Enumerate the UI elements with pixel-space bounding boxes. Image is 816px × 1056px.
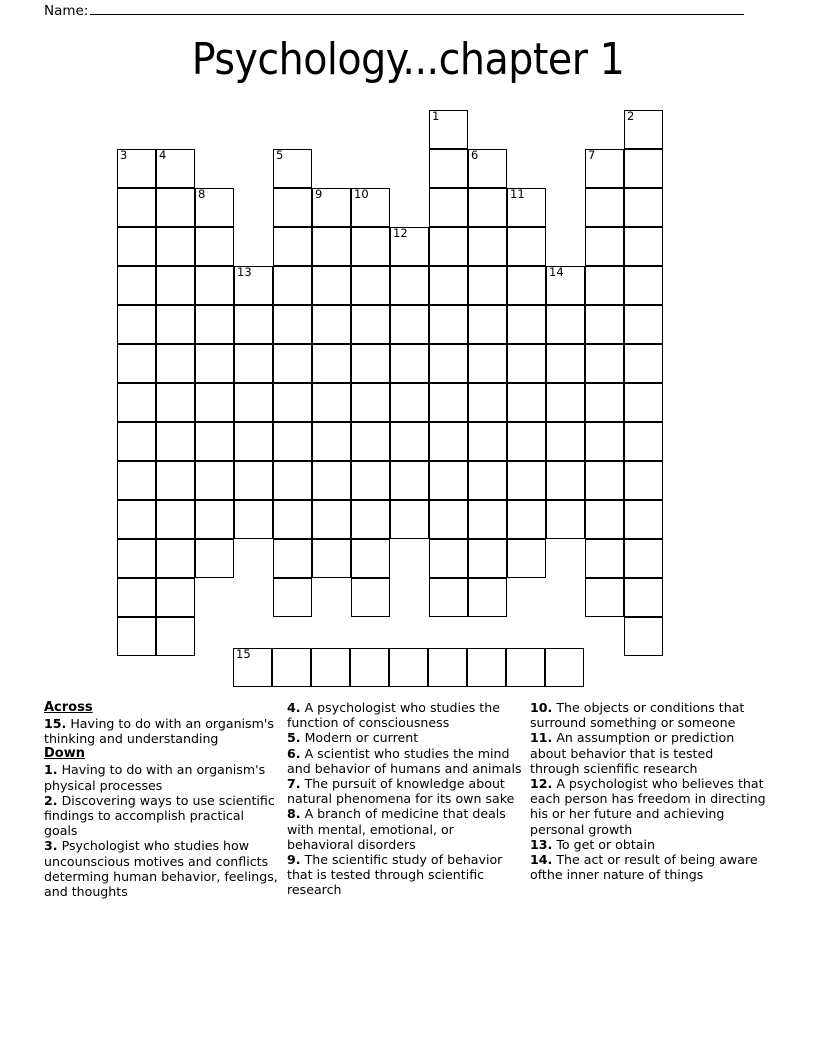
crossword-cell[interactable] bbox=[467, 648, 506, 687]
crossword-cell[interactable] bbox=[156, 500, 195, 539]
crossword-cell[interactable] bbox=[390, 383, 429, 422]
crossword-cell[interactable] bbox=[507, 227, 546, 266]
clue-text: The objects or conditions that surround something or someone bbox=[530, 700, 745, 731]
crossword-cell[interactable] bbox=[350, 648, 389, 687]
crossword-cell[interactable] bbox=[117, 344, 156, 383]
crossword-cell[interactable] bbox=[312, 266, 351, 305]
cell-number: 6 bbox=[471, 148, 479, 162]
crossword-cell[interactable] bbox=[351, 344, 390, 383]
clue-item bbox=[44, 716, 279, 746]
name-row bbox=[44, 2, 744, 19]
clue-number: 8. bbox=[287, 806, 301, 822]
crossword-cell[interactable] bbox=[624, 149, 663, 188]
clue-text: An assumption or prediction about behavior that is tested through scienfific research bbox=[530, 730, 735, 776]
crossword-cell[interactable] bbox=[468, 149, 507, 188]
clue-text: To get or obtain bbox=[552, 836, 655, 852]
crossword-cell[interactable] bbox=[156, 149, 195, 188]
crossword-cell[interactable] bbox=[429, 110, 468, 149]
cell-number: 10 bbox=[354, 187, 369, 201]
crossword-cell[interactable] bbox=[273, 383, 312, 422]
crossword-cell[interactable] bbox=[312, 461, 351, 500]
crossword-cell[interactable] bbox=[429, 305, 468, 344]
crossword-cell[interactable] bbox=[351, 227, 390, 266]
crossword-cell[interactable] bbox=[195, 188, 234, 227]
crossword-cell[interactable] bbox=[546, 461, 585, 500]
crossword-cell[interactable] bbox=[429, 266, 468, 305]
crossword-cell[interactable] bbox=[195, 344, 234, 383]
crossword-cell[interactable] bbox=[311, 648, 350, 687]
crossword-cell[interactable] bbox=[117, 539, 156, 578]
crossword-cell[interactable] bbox=[273, 305, 312, 344]
crossword-cell[interactable] bbox=[156, 344, 195, 383]
crossword-cell[interactable] bbox=[234, 383, 273, 422]
crossword-cell[interactable] bbox=[390, 500, 429, 539]
clue-text: A scientist who studies the mind and behavior of humans and animals bbox=[287, 745, 522, 776]
crossword-cell[interactable] bbox=[312, 227, 351, 266]
crossword-cell[interactable] bbox=[429, 422, 468, 461]
crossword-cell[interactable] bbox=[234, 422, 273, 461]
crossword-cell[interactable] bbox=[273, 422, 312, 461]
crossword-cell[interactable] bbox=[624, 227, 663, 266]
clue-item bbox=[530, 700, 766, 730]
clue-item bbox=[287, 806, 522, 852]
crossword-cell[interactable] bbox=[273, 344, 312, 383]
clue-number: 11. bbox=[530, 730, 553, 746]
crossword-cell[interactable] bbox=[156, 188, 195, 227]
crossword-cell[interactable] bbox=[468, 305, 507, 344]
clue-number: 14. bbox=[530, 852, 553, 868]
crossword-cell[interactable] bbox=[273, 578, 312, 617]
crossword-cell[interactable] bbox=[429, 344, 468, 383]
crossword-cell[interactable] bbox=[351, 266, 390, 305]
crossword-cell[interactable] bbox=[624, 617, 663, 656]
crossword-cell[interactable] bbox=[468, 539, 507, 578]
crossword-cell[interactable] bbox=[507, 383, 546, 422]
cell-number: 7 bbox=[588, 148, 596, 162]
crossword-cell[interactable] bbox=[351, 539, 390, 578]
crossword-cell[interactable] bbox=[624, 305, 663, 344]
clue-text: Having to do with an organism's physical processes bbox=[44, 762, 266, 793]
crossword-cell[interactable] bbox=[117, 188, 156, 227]
clue-item bbox=[287, 852, 522, 898]
crossword-cell[interactable] bbox=[390, 344, 429, 383]
crossword-cell[interactable] bbox=[468, 500, 507, 539]
crossword-cell[interactable] bbox=[390, 266, 429, 305]
clue-item bbox=[287, 730, 522, 745]
crossword-cell[interactable] bbox=[428, 648, 467, 687]
crossword-cell[interactable] bbox=[312, 305, 351, 344]
crossword-cell[interactable] bbox=[351, 578, 390, 617]
clue-number: 9. bbox=[287, 852, 301, 868]
across-heading: Across bbox=[44, 700, 93, 715]
crossword-cell[interactable] bbox=[312, 500, 351, 539]
clue-text: The scientific study of behavior that is tested through scientific research bbox=[287, 852, 503, 898]
crossword-cell[interactable] bbox=[585, 539, 624, 578]
crossword-cell[interactable] bbox=[117, 266, 156, 305]
crossword-cell[interactable] bbox=[546, 422, 585, 461]
cell-number: 12 bbox=[393, 226, 408, 240]
crossword-cell[interactable] bbox=[507, 188, 546, 227]
crossword-cell[interactable] bbox=[546, 344, 585, 383]
crossword-cell[interactable] bbox=[117, 617, 156, 656]
clue-number: 6. bbox=[287, 745, 301, 761]
clue-number: 4. bbox=[287, 700, 301, 715]
crossword-cell[interactable] bbox=[234, 344, 273, 383]
clue-item bbox=[44, 762, 279, 792]
name-write-line[interactable] bbox=[90, 2, 744, 15]
crossword-cell[interactable] bbox=[312, 344, 351, 383]
crossword-cell[interactable] bbox=[117, 227, 156, 266]
crossword-cell[interactable] bbox=[351, 383, 390, 422]
clue-number: 12. bbox=[530, 776, 553, 792]
crossword-cell[interactable] bbox=[272, 648, 311, 687]
crossword-cell[interactable] bbox=[468, 461, 507, 500]
clue-text: Modern or current bbox=[300, 730, 419, 746]
crossword-cell[interactable] bbox=[468, 422, 507, 461]
crossword-cell[interactable] bbox=[546, 383, 585, 422]
clue-text: The pursuit of knowledge about natural phenomena for its own sake bbox=[287, 776, 515, 807]
crossword-cell[interactable] bbox=[195, 383, 234, 422]
crossword-cell[interactable] bbox=[468, 344, 507, 383]
crossword-cell[interactable] bbox=[468, 266, 507, 305]
crossword-cell[interactable] bbox=[233, 648, 272, 687]
cell-number: 2 bbox=[627, 109, 635, 123]
crossword-cell[interactable] bbox=[585, 344, 624, 383]
clue-text: A branch of medicine that deals with mental, emotional, or behavioral disorders bbox=[287, 806, 506, 852]
crossword-cell[interactable] bbox=[507, 266, 546, 305]
cell-number: 15 bbox=[236, 647, 251, 661]
crossword-cell[interactable] bbox=[156, 539, 195, 578]
down-heading: Down bbox=[44, 746, 85, 762]
crossword-cell[interactable] bbox=[312, 539, 351, 578]
crossword-cell[interactable] bbox=[389, 648, 428, 687]
clue-item bbox=[530, 730, 766, 776]
crossword-cell[interactable] bbox=[624, 539, 663, 578]
crossword-cell[interactable] bbox=[195, 539, 234, 578]
crossword-cell[interactable] bbox=[273, 461, 312, 500]
crossword-cell[interactable] bbox=[273, 149, 312, 188]
crossword-cell[interactable] bbox=[351, 305, 390, 344]
crossword-cell[interactable] bbox=[585, 461, 624, 500]
crossword-cell[interactable] bbox=[195, 500, 234, 539]
clue-number: 3. bbox=[44, 838, 58, 854]
crossword-cell[interactable] bbox=[390, 461, 429, 500]
crossword-cell[interactable] bbox=[546, 500, 585, 539]
clue-item bbox=[44, 793, 279, 839]
cell-number: 4 bbox=[159, 148, 167, 162]
crossword-cell[interactable] bbox=[312, 383, 351, 422]
clue-item bbox=[530, 837, 766, 852]
crossword-cell[interactable] bbox=[624, 266, 663, 305]
crossword-cell[interactable] bbox=[429, 188, 468, 227]
crossword-cell[interactable] bbox=[390, 227, 429, 266]
crossword-cell[interactable] bbox=[117, 305, 156, 344]
crossword-cell[interactable] bbox=[351, 422, 390, 461]
crossword-cell[interactable] bbox=[624, 110, 663, 149]
cell-number: 13 bbox=[237, 265, 252, 279]
crossword-cell[interactable] bbox=[234, 500, 273, 539]
crossword-cell[interactable] bbox=[117, 422, 156, 461]
crossword-cell[interactable] bbox=[156, 578, 195, 617]
crossword-cell[interactable] bbox=[468, 578, 507, 617]
crossword-cell[interactable] bbox=[234, 461, 273, 500]
crossword-cell[interactable] bbox=[585, 383, 624, 422]
crossword-cell[interactable] bbox=[624, 344, 663, 383]
crossword-cell[interactable] bbox=[585, 422, 624, 461]
crossword-cell[interactable] bbox=[273, 266, 312, 305]
clue-column-2 bbox=[287, 700, 530, 898]
crossword-cell[interactable] bbox=[312, 188, 351, 227]
clue-number: 10. bbox=[530, 700, 553, 715]
crossword-cell[interactable] bbox=[117, 383, 156, 422]
clue-text: A psychologist who believes that each person has freedom in directing his or her future and achieving personal growth bbox=[530, 776, 766, 837]
clue-number: 5. bbox=[287, 730, 301, 746]
clue-item bbox=[530, 776, 766, 837]
crossword-cell[interactable] bbox=[624, 578, 663, 617]
crossword-cell[interactable] bbox=[351, 461, 390, 500]
clue-text: Having to do with an organism's thinking and understanding bbox=[44, 716, 274, 747]
crossword-cell[interactable] bbox=[156, 383, 195, 422]
crossword-cell[interactable] bbox=[429, 227, 468, 266]
clue-item bbox=[287, 746, 522, 776]
crossword-cell[interactable] bbox=[585, 227, 624, 266]
crossword-cell[interactable] bbox=[585, 149, 624, 188]
crossword-cell[interactable] bbox=[546, 266, 585, 305]
crossword-cell[interactable] bbox=[624, 383, 663, 422]
crossword-cell[interactable] bbox=[468, 227, 507, 266]
crossword-cell[interactable] bbox=[585, 500, 624, 539]
clue-text: The act or result of being aware ofthe inner nature of things bbox=[530, 852, 758, 883]
clue-item bbox=[287, 776, 522, 806]
crossword-cell[interactable] bbox=[195, 305, 234, 344]
crossword-cell[interactable] bbox=[117, 578, 156, 617]
clue-number: 2. bbox=[44, 792, 58, 808]
crossword-cell[interactable] bbox=[195, 461, 234, 500]
crossword-cell[interactable] bbox=[429, 500, 468, 539]
crossword-cell[interactable] bbox=[234, 305, 273, 344]
cell-number: 9 bbox=[315, 187, 323, 201]
crossword-cell[interactable] bbox=[117, 461, 156, 500]
clue-number: 1. bbox=[44, 762, 58, 778]
crossword-cell[interactable] bbox=[429, 578, 468, 617]
crossword-cell[interactable] bbox=[351, 500, 390, 539]
clue-number: 13. bbox=[530, 836, 553, 852]
crossword-cell[interactable] bbox=[156, 422, 195, 461]
crossword-cell[interactable] bbox=[312, 422, 351, 461]
crossword-cell[interactable] bbox=[624, 500, 663, 539]
crossword-cell[interactable] bbox=[273, 227, 312, 266]
crossword-grid[interactable] bbox=[117, 110, 677, 710]
crossword-cell[interactable] bbox=[156, 266, 195, 305]
crossword-cell[interactable] bbox=[273, 539, 312, 578]
crossword-cell[interactable] bbox=[429, 461, 468, 500]
page-title: Psychology...chapter 1 bbox=[191, 34, 625, 85]
name-label: Name: bbox=[44, 3, 89, 19]
crossword-cell[interactable] bbox=[273, 188, 312, 227]
crossword-cell[interactable] bbox=[585, 305, 624, 344]
clue-text: A psychologist who studies the function of consciousness bbox=[287, 700, 500, 731]
crossword-cell[interactable] bbox=[468, 383, 507, 422]
crossword-cell[interactable] bbox=[390, 305, 429, 344]
crossword-cell[interactable] bbox=[585, 578, 624, 617]
crossword-cell[interactable] bbox=[195, 422, 234, 461]
crossword-cell[interactable] bbox=[468, 188, 507, 227]
cell-number: 3 bbox=[120, 148, 128, 162]
crossword-cell[interactable] bbox=[507, 461, 546, 500]
crossword-cell[interactable] bbox=[624, 188, 663, 227]
clue-text: Discovering ways to use scientific findings to accomplish practical goals bbox=[44, 792, 275, 839]
cell-number: 11 bbox=[510, 187, 525, 201]
crossword-cell[interactable] bbox=[507, 500, 546, 539]
crossword-cell[interactable] bbox=[546, 305, 585, 344]
crossword-cell[interactable] bbox=[117, 500, 156, 539]
crossword-cell[interactable] bbox=[507, 422, 546, 461]
crossword-cell[interactable] bbox=[351, 188, 390, 227]
crossword-cell[interactable] bbox=[429, 539, 468, 578]
clue-item bbox=[530, 852, 766, 882]
crossword-cell[interactable] bbox=[585, 188, 624, 227]
crossword-cell[interactable] bbox=[429, 383, 468, 422]
cell-number: 1 bbox=[432, 109, 440, 123]
clue-text: Psychologist who studies how uncounscious motives and conflicts determing human behavior, feelings, and thoughts bbox=[44, 838, 278, 900]
crossword-cell[interactable] bbox=[195, 227, 234, 266]
clue-number: 7. bbox=[287, 776, 301, 792]
crossword-cell[interactable] bbox=[156, 461, 195, 500]
crossword-cell[interactable] bbox=[545, 648, 584, 687]
crossword-cell[interactable] bbox=[506, 648, 545, 687]
crossword-cell[interactable] bbox=[429, 149, 468, 188]
clue-column-1 bbox=[44, 700, 287, 899]
crossword-cell[interactable] bbox=[156, 305, 195, 344]
cell-number: 14 bbox=[549, 265, 564, 279]
crossword-cell[interactable] bbox=[273, 500, 312, 539]
clue-item bbox=[44, 838, 279, 899]
crossword-cell[interactable] bbox=[624, 461, 663, 500]
crossword-cell[interactable] bbox=[156, 227, 195, 266]
crossword-cell[interactable] bbox=[390, 422, 429, 461]
crossword-cell[interactable] bbox=[585, 266, 624, 305]
clue-column-3 bbox=[530, 700, 774, 882]
cell-number: 8 bbox=[198, 187, 206, 201]
crossword-cell[interactable] bbox=[507, 305, 546, 344]
clues-section bbox=[44, 700, 774, 899]
crossword-cell[interactable] bbox=[195, 266, 234, 305]
clue-number: 15. bbox=[44, 716, 67, 731]
clue-item bbox=[287, 700, 522, 730]
crossword-cell[interactable] bbox=[624, 422, 663, 461]
crossword-cell[interactable] bbox=[507, 344, 546, 383]
cell-number: 5 bbox=[276, 148, 284, 162]
crossword-cell[interactable] bbox=[234, 266, 273, 305]
crossword-cell[interactable] bbox=[507, 539, 546, 578]
crossword-cell[interactable] bbox=[117, 149, 156, 188]
crossword-cell[interactable] bbox=[156, 617, 195, 656]
